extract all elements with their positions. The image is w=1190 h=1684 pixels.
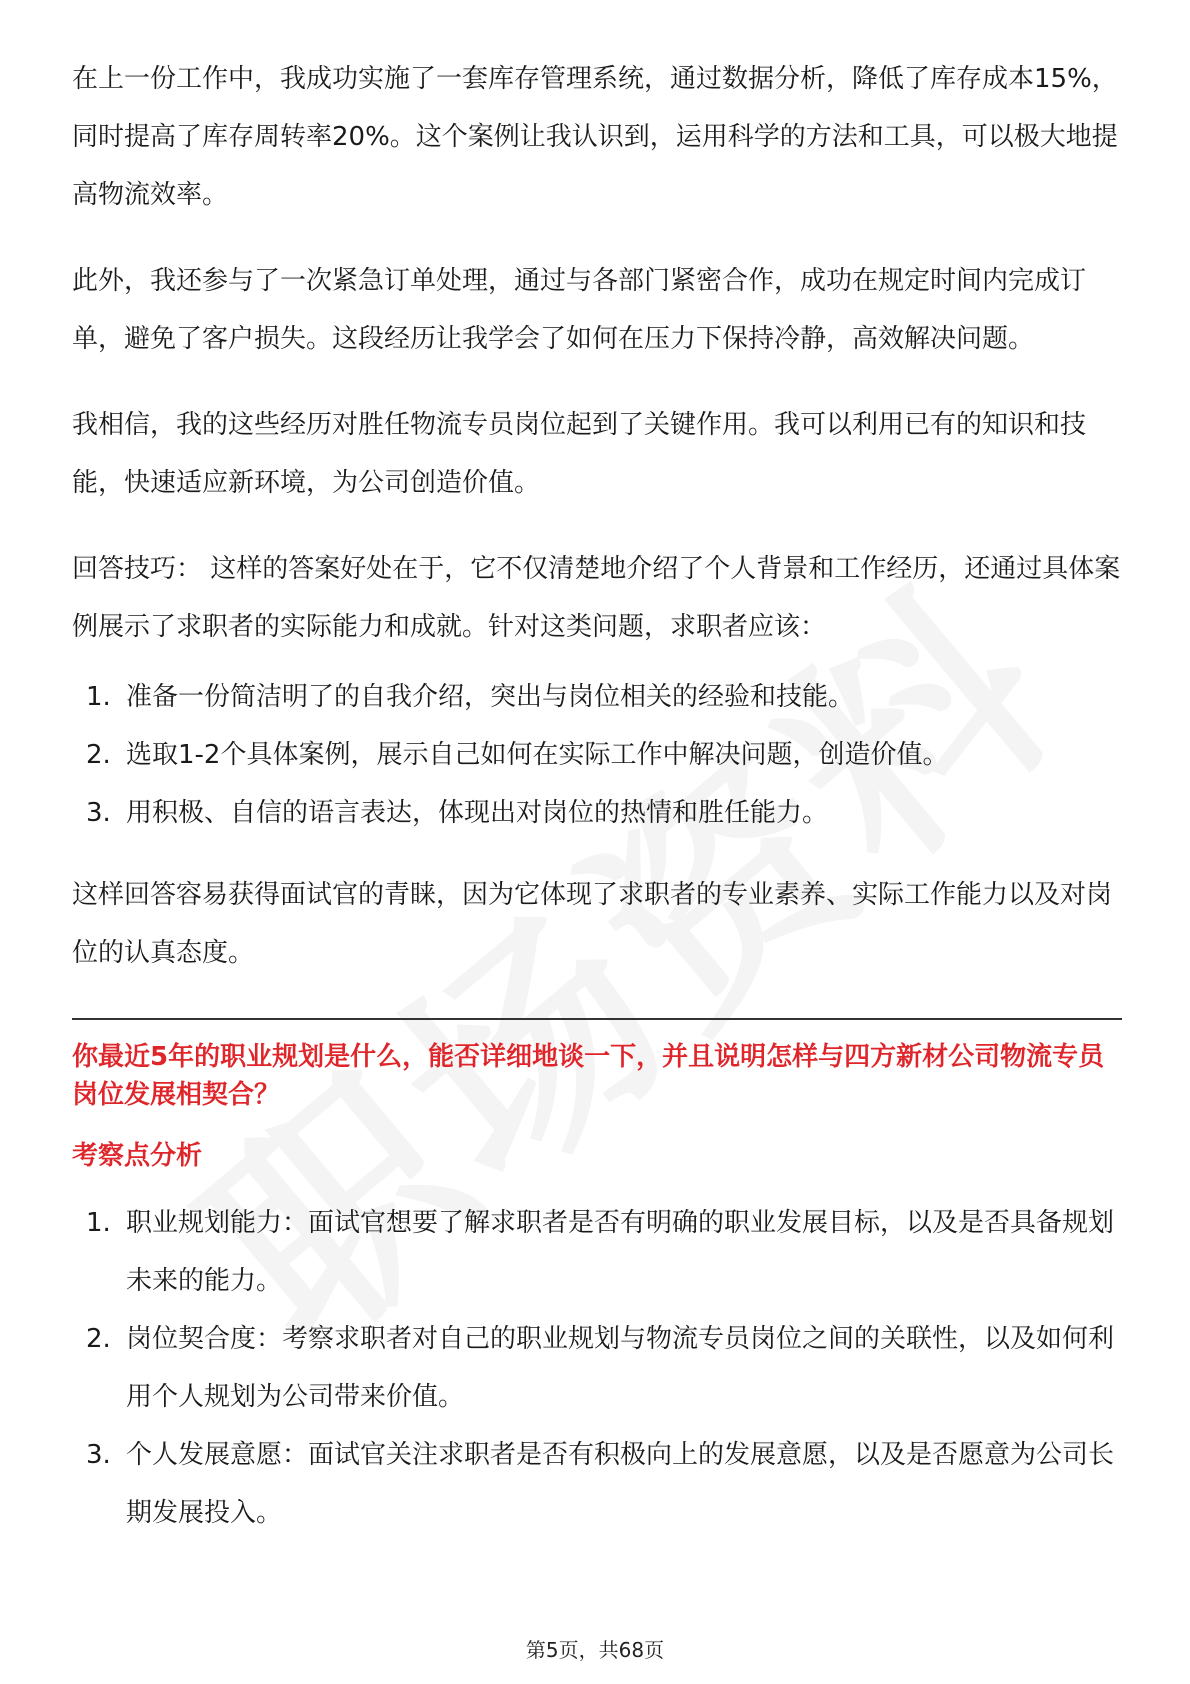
analysis-list [72, 1194, 1122, 1542]
list-number: 2. [86, 1324, 111, 1354]
list-text: 用积极、自信的语言表达，体现出对岗位的热情和胜任能力。 [126, 798, 829, 828]
section-divider [72, 1018, 1122, 1020]
list-item [72, 1310, 1122, 1426]
closing-paragraph: 这样回答容易获得面试官的青睐，因为它体现了求职者的专业素养、实际工作能力以及对岗位的认真态度。 [72, 880, 1113, 968]
list-number: 1. [86, 682, 111, 712]
analysis-heading: 考察点分析 [72, 1141, 203, 1171]
paragraph: 在上一份工作中，我成功实施了一套库存管理系统，通过数据分析，降低了库存成本15%，同时提高了库存周转率20%。这个案例让我认识到，运用科学的方法和工具，可以极大地提高物流效率。 [72, 64, 1118, 210]
list-item [72, 1194, 1122, 1310]
list-item [72, 784, 1122, 842]
list-number: 3. [86, 798, 111, 828]
tips-list [72, 668, 1122, 842]
list-item [72, 726, 1122, 784]
paragraph: 我相信，我的这些经历对胜任物流专员岗位起到了关键作用。我可以利用已有的知识和技能，快速适应新环境，为公司创造价值。 [72, 410, 1087, 498]
list-number: 2. [86, 740, 111, 770]
list-text: 选取1-2个具体案例，展示自己如何在实际工作中解决问题，创造价值。 [126, 740, 949, 770]
list-text: 个人发展意愿：面试官关注求职者是否有积极向上的发展意愿，以及是否愿意为公司长期发展投入。 [126, 1440, 1115, 1528]
page-content [72, 50, 1122, 1566]
list-number: 1. [86, 1208, 111, 1238]
paragraph: 此外，我还参与了一次紧急订单处理，通过与各部门紧密合作，成功在规定时间内完成订单，避免了客户损失。这段经历让我学会了如何在压力下保持冷静，高效解决问题。 [72, 266, 1087, 354]
list-text: 岗位契合度：考察求职者对自己的职业规划与物流专员岗位之间的关联性，以及如何利用个人规划为公司带来价值。 [126, 1324, 1115, 1412]
page-number-footer: 第5页，共68页 [525, 1638, 665, 1662]
list-text: 职业规划能力：面试官想要了解求职者是否有明确的职业发展目标，以及是否具备规划未来的能力。 [126, 1208, 1115, 1296]
list-item [72, 668, 1122, 726]
question-heading: 你最近5年的职业规划是什么，能否详细地谈一下，并且说明怎样与四方新材公司物流专员岗位发展相契合？ [72, 1042, 1105, 1110]
list-number: 3. [86, 1440, 111, 1470]
answer-tips-paragraph: 回答技巧： 这样的答案好处在于，它不仅清楚地介绍了个人背景和工作经历，还通过具体案例展示了求职者的实际能力和成就。针对这类问题，求职者应该： [72, 554, 1121, 642]
list-item [72, 1426, 1122, 1542]
list-text: 准备一份简洁明了的自我介绍，突出与岗位相关的经验和技能。 [126, 682, 855, 712]
